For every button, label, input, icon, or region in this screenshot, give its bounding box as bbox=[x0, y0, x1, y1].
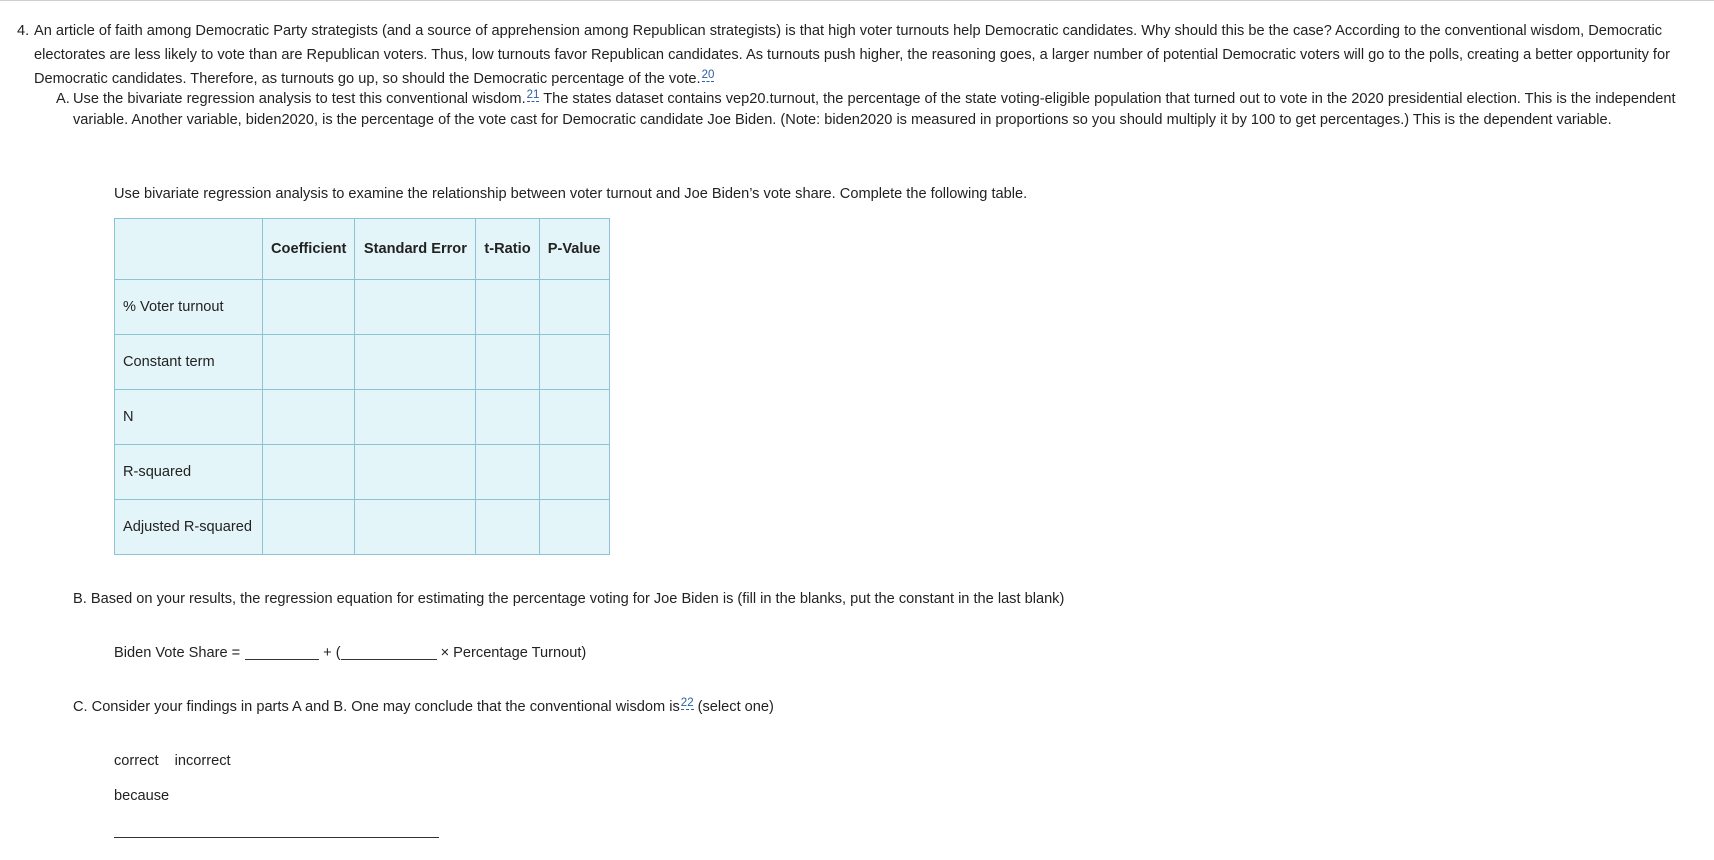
conclusion-choices bbox=[114, 751, 231, 771]
row-label-n: N bbox=[115, 390, 263, 445]
cell-turnout-coefficient[interactable] bbox=[263, 280, 355, 335]
equation-tail: × Percentage Turnout) bbox=[440, 645, 587, 661]
cell-n-standard-error[interactable] bbox=[355, 390, 476, 445]
part-c bbox=[73, 697, 774, 717]
cell-n-coefficient[interactable] bbox=[263, 390, 355, 445]
cell-r-squared-t-ratio[interactable] bbox=[476, 445, 539, 500]
row-label-constant-term: Constant term bbox=[115, 335, 263, 390]
table-row bbox=[115, 445, 610, 500]
cell-adj-r-squared-p-value[interactable] bbox=[539, 500, 609, 555]
cell-constant-t-ratio[interactable] bbox=[476, 335, 539, 390]
table-row bbox=[115, 390, 610, 445]
part-b-text: Based on your results, the regression equation for estimating the percentage voting for Joe Biden is (fill in the blanks, put the constant in the last blank) bbox=[90, 591, 1065, 607]
table-instruction: Use bivariate regression analysis to examine the relationship between voter turnout and Joe Biden’s vote share. Complete the following table. bbox=[114, 186, 1028, 202]
cell-constant-p-value[interactable] bbox=[539, 335, 609, 390]
part-a-text-2: The states dataset contains vep20.turnout, the percentage of the state voting-eligible population that turned out to vote in the 2020 presidential election. This is the independent variable. Another variable, biden2020, is the percentage of the vote cast for Democratic candidate Joe Biden. (Note: biden2020 is measured in proportions so you should multiply it by 100 to get percentages.) This is the dependent variable. bbox=[73, 91, 1676, 128]
question-number: 4. bbox=[17, 23, 30, 39]
choice-incorrect[interactable]: incorrect bbox=[174, 753, 231, 769]
because-answer-blank[interactable] bbox=[114, 837, 439, 838]
cell-r-squared-coefficient[interactable] bbox=[263, 445, 355, 500]
footnote-link-22[interactable]: 22 bbox=[680, 697, 694, 709]
footnote-link-20[interactable]: 20 bbox=[701, 69, 715, 81]
table-header-empty bbox=[115, 219, 263, 280]
row-label-adjusted-r-squared: Adjusted R-squared bbox=[115, 500, 263, 555]
cell-r-squared-p-value[interactable] bbox=[539, 445, 609, 500]
part-c-suffix: (select one) bbox=[693, 699, 774, 715]
cell-constant-coefficient[interactable] bbox=[263, 335, 355, 390]
regression-table bbox=[114, 218, 610, 555]
part-b bbox=[73, 589, 1064, 609]
row-label-r-squared: R-squared bbox=[115, 445, 263, 500]
question-text: An article of faith among Democratic Party strategists (and a source of apprehension among Republican strategists) is that high voter turnouts help Democratic candidates. Why should this be the case? According to the conventional wisdom, Democratic electorates are less likely to vote than are Republican voters. Thus, low turnouts favor Republican candidates. As turnouts push higher, the reasoning goes, a larger number of potential Democratic voters will go to the polls, creating a better opportunity for Democratic candidates. Therefore, as turnouts go up, so should the Democratic percentage of the vote. bbox=[34, 23, 1670, 87]
top-divider bbox=[0, 0, 1714, 1]
equation-plus: + ( bbox=[323, 645, 341, 661]
choice-correct[interactable]: correct bbox=[114, 753, 159, 769]
cell-turnout-p-value[interactable] bbox=[539, 280, 609, 335]
table-header-row bbox=[115, 219, 610, 280]
cell-constant-standard-error[interactable] bbox=[355, 335, 476, 390]
cell-n-p-value[interactable] bbox=[539, 390, 609, 445]
cell-adj-r-squared-standard-error[interactable] bbox=[355, 500, 476, 555]
regression-equation bbox=[114, 643, 586, 663]
cell-turnout-t-ratio[interactable] bbox=[476, 280, 539, 335]
cell-adj-r-squared-t-ratio[interactable] bbox=[476, 500, 539, 555]
question-stem bbox=[17, 19, 1706, 91]
cell-turnout-standard-error[interactable] bbox=[355, 280, 476, 335]
table-header-standard-error: Standard Error bbox=[355, 219, 476, 280]
part-c-text: Consider your findings in parts A and B. One may conclude that the conventional wisdom is bbox=[91, 699, 680, 715]
table-row bbox=[115, 335, 610, 390]
part-a bbox=[56, 89, 1698, 130]
part-a-letter: A. bbox=[56, 91, 70, 107]
table-row bbox=[115, 500, 610, 555]
because-label: because bbox=[114, 788, 170, 804]
cell-n-t-ratio[interactable] bbox=[476, 390, 539, 445]
table-header-t-ratio: t-Ratio bbox=[476, 219, 539, 280]
part-b-letter: B. bbox=[73, 591, 87, 607]
constant-blank[interactable] bbox=[245, 643, 319, 660]
equation-lhs: Biden Vote Share = bbox=[114, 645, 241, 661]
table-row bbox=[115, 280, 610, 335]
part-c-letter: C. bbox=[73, 699, 88, 715]
cell-r-squared-standard-error[interactable] bbox=[355, 445, 476, 500]
footnote-link-21[interactable]: 21 bbox=[526, 89, 540, 101]
row-label-voter-turnout: % Voter turnout bbox=[115, 280, 263, 335]
table-header-p-value: P-Value bbox=[539, 219, 609, 280]
slope-blank[interactable] bbox=[341, 643, 437, 660]
cell-adj-r-squared-coefficient[interactable] bbox=[263, 500, 355, 555]
part-a-text-1: Use the bivariate regression analysis to test this conventional wisdom. bbox=[73, 91, 526, 107]
table-header-coefficient: Coefficient bbox=[263, 219, 355, 280]
